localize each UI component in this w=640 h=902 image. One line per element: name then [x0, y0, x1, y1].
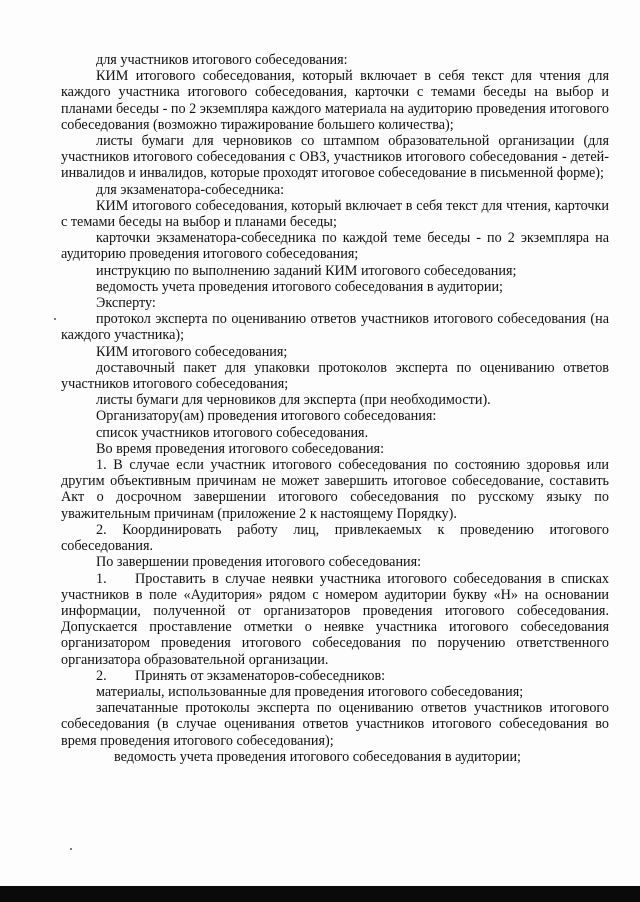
paragraph: для экзаменатора-собеседника:: [96, 181, 285, 198]
paragraph: 2. Координировать работу лиц, привлекаемых к проведению итогового собеседования.: [61, 521, 609, 555]
paragraph: КИМ итогового собеседования;: [96, 343, 288, 360]
paragraph: Во время проведения итогового собеседования:: [96, 440, 385, 457]
paragraph: 1. В случае если участник итогового собеседования по состоянию здоровья или другим объективным причинам не может завершить итоговое собеседование, составить Акт о досрочном завершении итогового собеседования по русскому языку по уважительным причинам (приложение 2 к настоящему Порядку).: [61, 457, 609, 522]
paragraph: По завершении проведения итогового собеседования:: [96, 554, 422, 571]
paragraph: КИМ итогового собеседования, который включает в себя текст для чтения, карточки с темами беседы на выбор и планами беседы;: [61, 197, 609, 231]
paragraph: Эксперту:: [96, 295, 156, 312]
scan-speck: [70, 848, 72, 850]
paragraph: карточки экзаменатора-собеседника по каждой теме беседы - по 2 экземпляра на аудиторию проведения итогового собеседования;: [61, 230, 609, 263]
paragraph: ведомость учета проведения итогового собеседования в аудитории;: [114, 748, 521, 765]
paragraph: Организатору(ам) проведения итогового собеседования:: [96, 408, 437, 425]
paragraph: запечатанные протоколы эксперта по оцениванию ответов участников итогового собеседования (в случае оценивания ответов участников итогового собеседования во время проведения итогового собеседования);: [61, 700, 609, 749]
paragraph: 1. Проставить в случае неявки участника итогового собеседования в списках участников в поле «Аудитория» рядом с номером аудитории букву «Н» на основании информации, полученной от организаторов проведения итогового собеседования. Допускается проставление отметки о неявке участника итогового собеседования организатором проведения итогового собеседования по поручению ответственного организатора образовательной организации.: [61, 570, 609, 668]
paragraph: листы бумаги для черновиков для эксперта (при необходимости).: [96, 392, 491, 409]
paragraph: листы бумаги для черновиков со штампом образовательной организации (для участников итогового собеседования с ОВЗ, участников итогового собеседования - детей-инвалидов и инвалидов, которые проходят итоговое собеседование в письменной форме);: [61, 133, 609, 182]
scan-speck: [54, 318, 56, 320]
paragraph: ведомость учета проведения итогового собеседования в аудитории;: [96, 278, 503, 295]
paragraph: протокол эксперта по оцениванию ответов участников итогового собеседования (на каждого участника);: [61, 311, 609, 344]
paragraph: КИМ итогового собеседования, который включает в себя текст для чтения для каждого участника итогового собеседования, карточки с темами беседы на выбор и планами беседы - по 2 экземпляра каждого материала на аудиторию проведения итогового собеседования (возможно тиражирование большего количества);: [61, 68, 609, 133]
paragraph: доставочный пакет для упаковки протоколов эксперта по оцениванию ответов участников итогового собеседования;: [61, 359, 609, 393]
paragraph: 2. Принять от экзаменаторов-собеседников:: [96, 667, 386, 684]
paragraph: материалы, использованные для проведения итогового собеседования;: [96, 683, 524, 700]
document-body: [61, 52, 609, 765]
scan-bottom-edge: [0, 886, 640, 902]
paragraph: инструкцию по выполнению заданий КИМ итогового собеседования;: [96, 262, 517, 279]
paragraph: список участников итогового собеседования.: [96, 424, 369, 441]
paragraph: для участников итогового собеседования:: [96, 52, 348, 68]
